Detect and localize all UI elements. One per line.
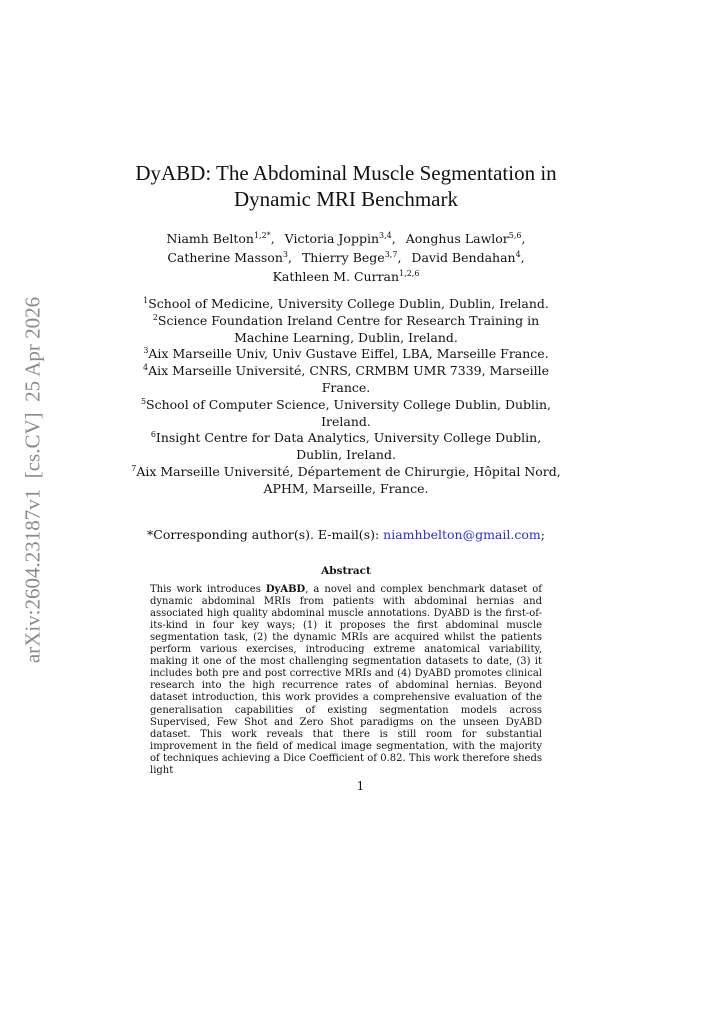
- author-affiliation-mark: 3,4: [379, 231, 392, 240]
- affiliation-number: 3: [143, 346, 149, 356]
- paper-title: [128, 160, 564, 212]
- arxiv-identifier: arXiv:2604.23187v1 [cs.CV] 25 Apr 2026: [20, 296, 45, 664]
- author-name: Niamh Belton: [166, 231, 254, 246]
- affiliation: [128, 363, 564, 397]
- author-affiliation-mark: 1,2*: [253, 231, 271, 240]
- page-number: 1: [356, 779, 365, 793]
- author-name: Aonghus Lawlor: [405, 231, 509, 246]
- author-affiliation-mark: 3: [282, 250, 288, 259]
- affiliation-number: 7: [131, 463, 137, 473]
- author-name: Kathleen M. Curran: [272, 269, 400, 284]
- affiliation: [128, 430, 564, 464]
- corresponding-author: [128, 527, 564, 543]
- affiliation: [128, 296, 564, 313]
- author: Aonghus Lawlor$^{5,6}$,: [405, 231, 526, 246]
- abstract-text: [150, 584, 542, 778]
- affiliation-text: Aix Marseille Université, CNRS, CRMBM UMR 7339, Marseille France.: [148, 363, 549, 395]
- email-link[interactable]: niamhbelton@gmail.com: [383, 526, 541, 542]
- abstract-intro: This work introduces: [150, 583, 266, 595]
- corresponding-label: *Corresponding author(s). E-mail(s):: [147, 526, 384, 542]
- author-list: [128, 229, 564, 286]
- affiliation-number: 2: [152, 312, 158, 322]
- paper-first-page: [128, 160, 564, 777]
- affiliation: [128, 397, 564, 431]
- abstract-heading: Abstract: [321, 564, 371, 577]
- author-name: Thierry Bege: [301, 250, 385, 265]
- affiliation-number: 1: [143, 296, 149, 305]
- affiliation-text: Insight Centre for Data Analytics, University College Dublin, Dublin, Ireland.: [155, 430, 542, 463]
- author: Thierry Bege$^{3,7}$,: [301, 250, 402, 265]
- affiliation-list: [128, 296, 564, 498]
- author: [273, 269, 420, 284]
- author-name: David Bendahan: [411, 250, 516, 265]
- affiliation-text: Aix Marseille Univ, Univ Gustave Eiffel, LBA, Marseille France.: [148, 346, 549, 362]
- author-name: Catherine Masson: [167, 250, 283, 265]
- author-affiliation-mark: 3,7: [384, 250, 398, 259]
- author: Victoria Joppin$^{3,4}$,: [284, 231, 396, 246]
- affiliation: [128, 464, 564, 498]
- affiliation-number: 5: [140, 396, 147, 406]
- author: Niamh Belton$^{1,2*}$,: [166, 231, 275, 246]
- affiliation-text: Aix Marseille Université, Département de Chirurgie, Hôpital Nord, APHM, Marseille, France.: [136, 463, 561, 496]
- author: Catherine Masson$^3$,: [167, 250, 292, 265]
- author-name: Victoria Joppin: [284, 231, 380, 246]
- affiliation-number: 4: [143, 363, 149, 373]
- title-line-1: DyABD: The Abdominal Muscle Segmentation in: [135, 161, 557, 185]
- author-affiliation-mark: 5,6: [508, 231, 522, 240]
- author: David Bendahan$^4$,: [411, 250, 525, 265]
- abstract-body: , a novel and complex benchmark dataset of dynamic abdominal MRIs from patients with abdominal hernias and associated high quality abdominal muscle annotations. DyABD is the first-of-its-kind in four key ways; (1) it proposes the first abdominal muscle segmentation task, (2) the dynamic MRIs are acquired whilst the patients perform various exercises, introducing extreme anatomical variability, making it one of the most challenging segmentation datasets to date, (3) it includes both pre and post corrective MRIs and (4) DyABD promotes clinical research into the high recurrence rates of abdominal hernias. Beyond dataset introduction, this work provides a comprehensive evaluation of the generalisation capabilities of existing segmentation models across Supervised, Few Shot and Zero Shot paradigms on the unseen DyABD dataset. This work reveals that there is still room for substantial improvement in the field of medical image segmentation, with the majority of techniques achieving a Dice Coefficient of 0.82. This work therefore sheds light: [150, 583, 542, 776]
- affiliation-text: Science Foundation Ireland Centre for Research Training in Machine Learning, Dublin, Ireland.: [157, 312, 540, 345]
- affiliation-number: 6: [150, 430, 156, 440]
- corresponding-suffix: ;: [540, 526, 545, 542]
- author-affiliation-mark: 4: [515, 250, 521, 259]
- title-line-2: Dynamic MRI Benchmark: [234, 187, 458, 211]
- dataset-name: DyABD: [265, 583, 306, 595]
- affiliation-text: School of Computer Science, University College Dublin, Dublin, Ireland.: [146, 396, 552, 429]
- author-affiliation-mark: 1,2,6: [399, 269, 420, 278]
- affiliation: [128, 313, 564, 347]
- arxiv-side-stamp: [14, 296, 52, 664]
- affiliation-text: School of Medicine, University College Dublin, Dublin, Ireland.: [148, 296, 549, 311]
- affiliation: [128, 346, 564, 363]
